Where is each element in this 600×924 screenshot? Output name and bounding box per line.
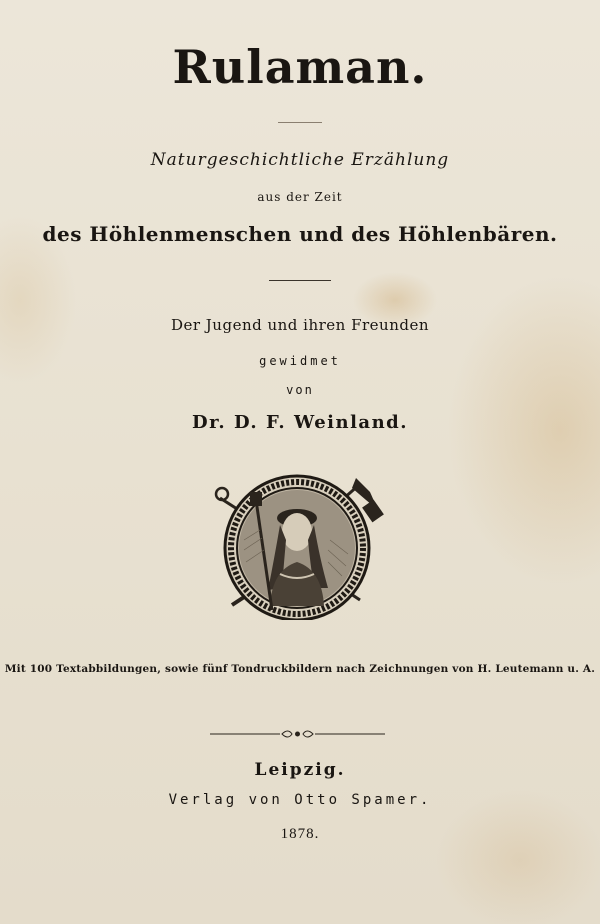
subject-line: des Höhlenmenschen und des Höhlenbären. <box>42 222 558 246</box>
publication-year: 1878. <box>280 826 320 842</box>
portrait-medallion-illustration <box>210 470 385 620</box>
subtitle-small: aus der Zeit <box>257 190 343 204</box>
illustration-credits: Mit 100 Textabbildungen, sowie fünf Tondruckbildern nach Zeichnungen von H. Leutemann u. A. <box>4 663 596 675</box>
section-rule <box>269 280 331 281</box>
dedication-line: Der Jugend und ihren Freunden <box>170 316 430 334</box>
book-title: Rulaman. <box>172 40 428 94</box>
dedicated-label: gewidmet <box>259 354 341 368</box>
title-rule <box>278 122 322 123</box>
subtitle: Naturgeschichtliche Erzählung <box>150 150 450 170</box>
author-name: Dr. D. F. Weinland. <box>191 412 409 433</box>
publisher-line: Verlag von Otto Spamer. <box>168 792 432 808</box>
ornament-divider <box>210 727 385 741</box>
by-label: von <box>286 383 314 397</box>
publication-city: Leipzig. <box>254 760 346 780</box>
